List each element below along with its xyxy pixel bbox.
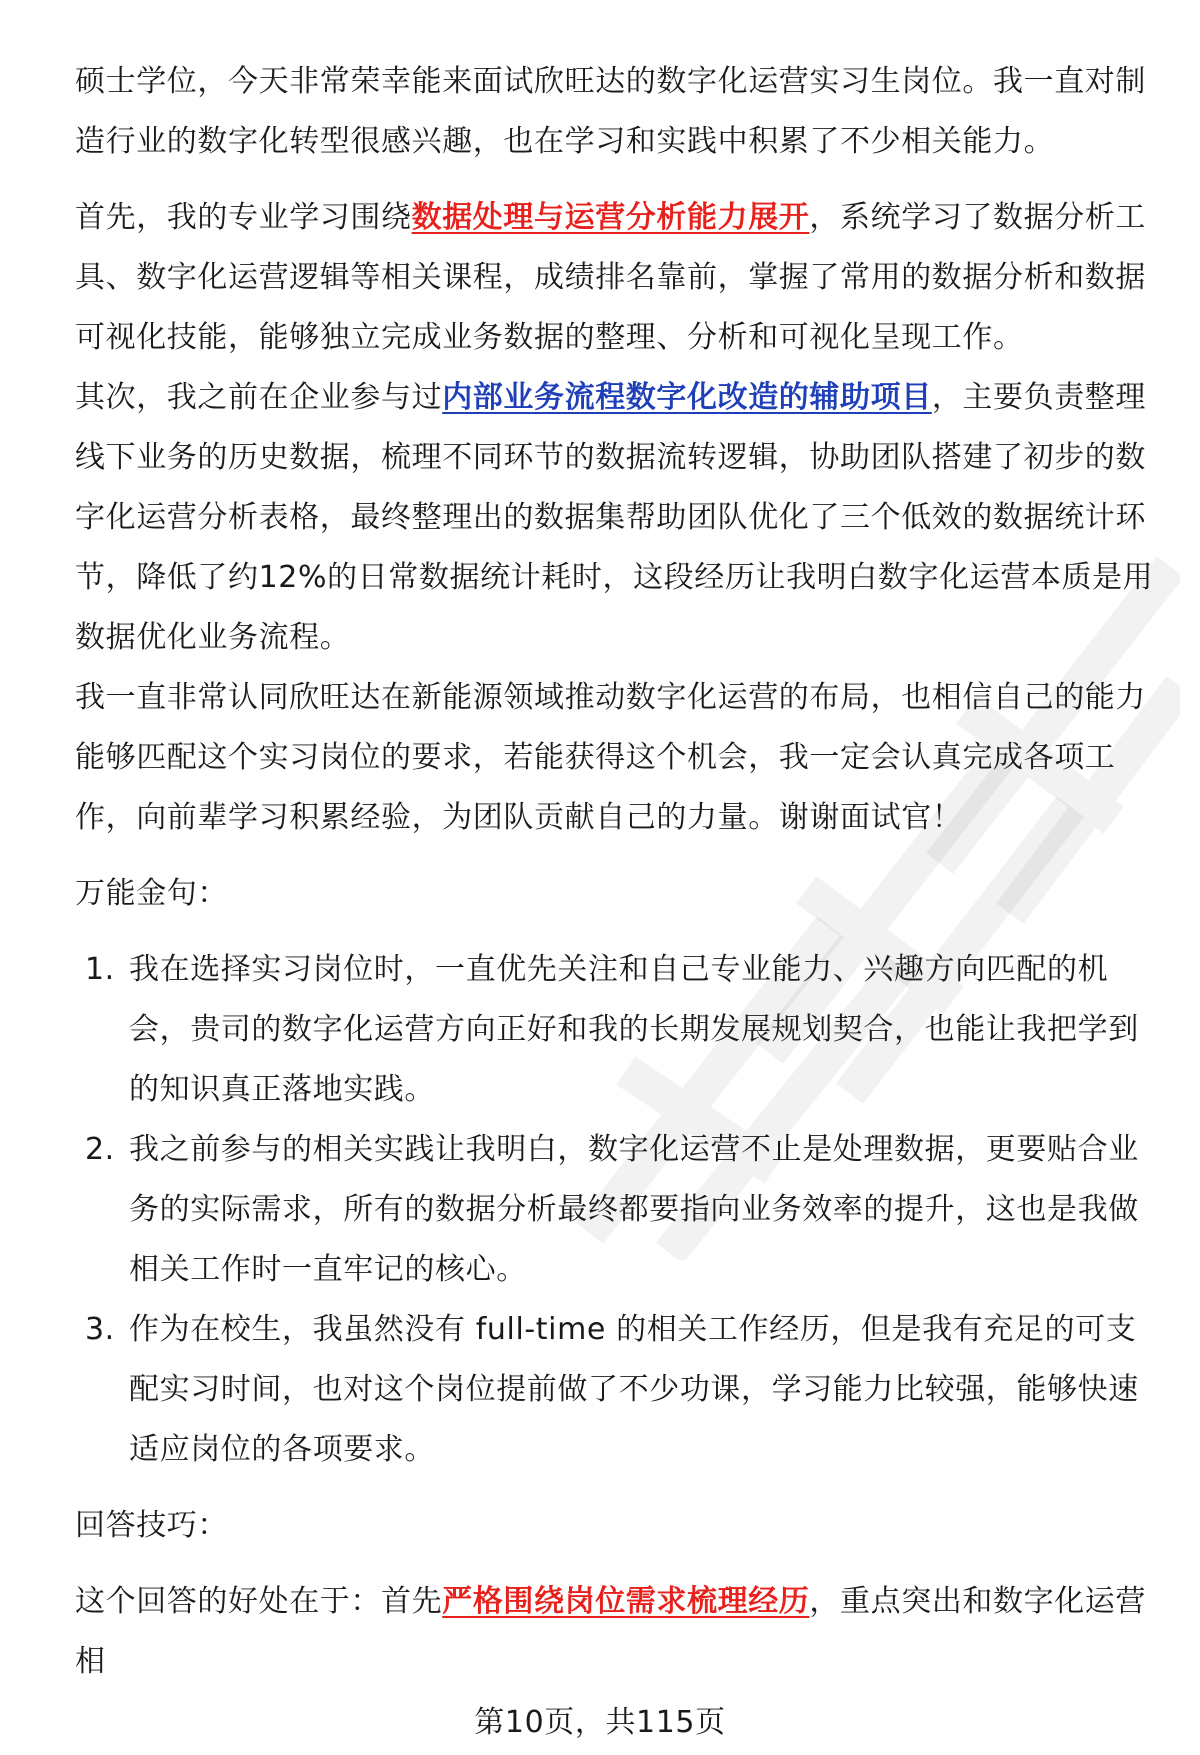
list-item-number: 2. (85, 1132, 115, 1167)
golden-sentences-list (75, 940, 1155, 1480)
project-experience-paragraph (75, 368, 1155, 668)
list-item-text: 作为在校生，我虽然没有 full-time 的相关工作经历，但是我有充足的可支配实习时间，也对这个岗位提前做了不少功课，学习能力比较强，能够快速适应岗位的各项要求。 (129, 1312, 1139, 1467)
closing-paragraph: 我一直非常认同欣旺达在新能源领域推动数字化运营的布局，也相信自己的能力能够匹配这个实习岗位的要求，若能获得这个机会，我一定会认真完成各项工作，向前辈学习积累经验，为团队贡献自己的力量。谢谢面试官！ (75, 680, 1146, 835)
list-item-number: 1. (85, 952, 115, 987)
project-highlight: 内部业务流程数字化改造的辅助项目 (442, 380, 932, 415)
list-item (75, 1120, 1155, 1300)
list-item-text: 我在选择实习岗位时，一直优先关注和自己专业能力、兴趣方向匹配的机会，贵司的数字化运营方向正好和我的长期发展规划契合，也能让我把学到的知识真正落地实践。 (129, 952, 1139, 1107)
answer-tips-paragraph (75, 1572, 1155, 1692)
major-study-paragraph (75, 188, 1155, 368)
list-item (75, 940, 1155, 1120)
answer-tips-heading: 回答技巧： (75, 1508, 228, 1543)
list-item-number: 3. (85, 1312, 115, 1347)
major-study-highlight: 数据处理与运营分析能力展开 (411, 200, 810, 235)
document-body (75, 52, 1155, 1692)
list-item-text: 我之前参与的相关实践让我明白，数字化运营不止是处理数据，更要贴合业务的实际需求，所有的数据分析最终都要指向业务效率的提升，这也是我做相关工作时一直牢记的核心。 (129, 1132, 1139, 1287)
page-number: 第10页，共115页 (474, 1705, 726, 1740)
project-text-end: ，主要负责整理线下业务的历史数据，梳理不同环节的数据流转逻辑，协助团队搭建了初步的数字化运营分析表格，最终整理出的数据集帮助团队优化了三个低效的数据统计环节，降低了约12%的日常数据统计耗时，这段经历让我明白数字化运营本质是用数据优化业务流程。 (75, 380, 1154, 655)
list-item (75, 1300, 1155, 1480)
major-study-text-end: ，系统学习了数据分析工具、数字化运营逻辑等相关课程，成绩排名靠前，掌握了常用的数据分析和数据可视化技能，能够独立完成业务数据的整理、分析和可视化呈现工作。 (75, 200, 1147, 355)
tips-text-start: 这个回答的好处在于：首先 (75, 1584, 443, 1619)
tips-text-end: ，重点突出和数字化运营相 (75, 1584, 1147, 1679)
golden-sentences-heading: 万能金句： (75, 876, 228, 911)
major-study-text-start: 首先，我的专业学习围绕 (75, 200, 412, 235)
intro-paragraph: 硕士学位，今天非常荣幸能来面试欣旺达的数字化运营实习生岗位。我一直对制造行业的数字化转型很感兴趣，也在学习和实践中积累了不少相关能力。 (75, 64, 1146, 159)
project-text-start: 其次，我之前在企业参与过 (75, 380, 443, 415)
tips-highlight: 严格围绕岗位需求梳理经历 (442, 1584, 810, 1619)
